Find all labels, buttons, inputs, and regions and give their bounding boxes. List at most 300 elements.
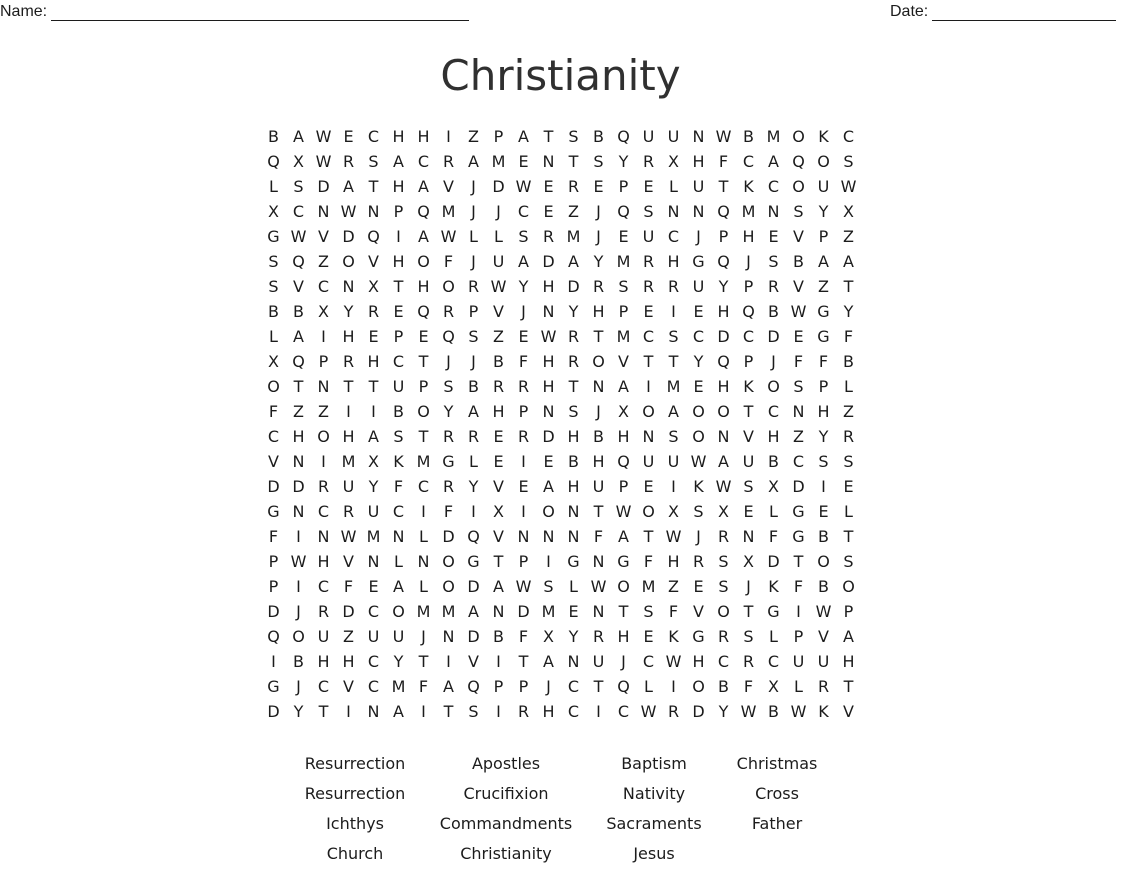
grid-letter[interactable]: V bbox=[343, 552, 354, 571]
grid-letter[interactable]: H bbox=[842, 652, 855, 671]
grid-letter[interactable]: J bbox=[746, 577, 751, 596]
grid-letter[interactable]: Q bbox=[467, 527, 480, 546]
grid-letter[interactable]: T bbox=[843, 527, 854, 546]
grid-letter[interactable]: P bbox=[793, 627, 804, 646]
name-field[interactable] bbox=[0, 3, 469, 21]
grid-letter[interactable]: S bbox=[743, 627, 754, 646]
grid-letter[interactable]: S bbox=[668, 427, 679, 446]
grid-letter[interactable]: E bbox=[518, 152, 529, 171]
grid-letter[interactable]: R bbox=[367, 302, 380, 321]
grid-letter[interactable]: E bbox=[343, 127, 354, 146]
grid-letter[interactable]: X bbox=[293, 152, 304, 171]
grid-letter[interactable]: R bbox=[692, 552, 705, 571]
grid-letter[interactable]: C bbox=[317, 277, 330, 296]
grid-letter[interactable]: A bbox=[343, 177, 354, 196]
grid-letter[interactable]: L bbox=[394, 552, 403, 571]
grid-letter[interactable]: H bbox=[417, 277, 430, 296]
grid-letter[interactable]: N bbox=[442, 627, 455, 646]
grid-letter[interactable]: H bbox=[542, 702, 555, 721]
grid-letter[interactable]: E bbox=[543, 202, 554, 221]
grid-letter[interactable]: V bbox=[818, 627, 829, 646]
grid-letter[interactable]: S bbox=[643, 202, 654, 221]
grid-letter[interactable]: P bbox=[618, 177, 629, 196]
grid-letter[interactable]: H bbox=[592, 302, 605, 321]
grid-letter[interactable]: R bbox=[592, 277, 605, 296]
grid-letter[interactable]: V bbox=[318, 227, 329, 246]
grid-letter[interactable]: A bbox=[618, 527, 629, 546]
grid-letter[interactable]: B bbox=[468, 377, 479, 396]
grid-letter[interactable]: F bbox=[768, 527, 779, 546]
grid-letter[interactable]: F bbox=[268, 527, 279, 546]
grid-letter[interactable]: C bbox=[392, 502, 405, 521]
grid-letter[interactable]: I bbox=[446, 127, 451, 146]
grid-letter[interactable]: J bbox=[621, 652, 626, 671]
grid-letter[interactable]: T bbox=[593, 677, 604, 696]
grid-letter[interactable]: X bbox=[368, 452, 379, 471]
grid-letter[interactable]: R bbox=[717, 527, 730, 546]
grid-letter[interactable]: P bbox=[743, 277, 754, 296]
grid-letter[interactable]: I bbox=[646, 377, 651, 396]
grid-letter[interactable]: S bbox=[743, 477, 754, 496]
grid-letter[interactable]: R bbox=[317, 477, 330, 496]
grid-letter[interactable]: Y bbox=[843, 302, 854, 321]
grid-letter[interactable]: Y bbox=[293, 702, 304, 721]
grid-letter[interactable]: R bbox=[492, 377, 505, 396]
grid-letter[interactable]: Y bbox=[693, 352, 704, 371]
grid-letter[interactable]: M bbox=[491, 152, 506, 171]
grid-letter[interactable]: B bbox=[843, 352, 854, 371]
grid-letter[interactable]: G bbox=[467, 552, 480, 571]
grid-letter[interactable]: B bbox=[493, 627, 504, 646]
grid-letter[interactable]: Q bbox=[617, 202, 630, 221]
grid-letter[interactable]: R bbox=[542, 227, 555, 246]
grid-letter[interactable]: R bbox=[442, 302, 455, 321]
grid-letter[interactable]: T bbox=[393, 277, 404, 296]
grid-letter[interactable]: I bbox=[296, 577, 301, 596]
grid-letter[interactable]: D bbox=[717, 327, 730, 346]
grid-letter[interactable]: R bbox=[767, 277, 780, 296]
grid-letter[interactable]: C bbox=[567, 702, 580, 721]
grid-letter[interactable]: T bbox=[668, 352, 679, 371]
grid-letter[interactable]: I bbox=[471, 502, 476, 521]
grid-letter[interactable]: N bbox=[392, 527, 405, 546]
grid-letter[interactable]: F bbox=[843, 327, 854, 346]
grid-letter[interactable]: S bbox=[368, 152, 379, 171]
grid-letter[interactable]: P bbox=[843, 602, 854, 621]
grid-letter[interactable]: D bbox=[542, 427, 555, 446]
grid-letter[interactable]: D bbox=[267, 602, 280, 621]
grid-letter[interactable]: N bbox=[667, 202, 680, 221]
grid-letter[interactable]: C bbox=[642, 652, 655, 671]
grid-letter[interactable]: O bbox=[692, 402, 705, 421]
grid-letter[interactable]: V bbox=[793, 277, 804, 296]
grid-letter[interactable]: U bbox=[592, 652, 605, 671]
grid-letter[interactable]: E bbox=[543, 177, 554, 196]
grid-letter[interactable]: Y bbox=[518, 277, 529, 296]
grid-letter[interactable]: X bbox=[743, 552, 754, 571]
grid-letter[interactable]: S bbox=[518, 227, 529, 246]
grid-letter[interactable]: R bbox=[667, 702, 680, 721]
grid-letter[interactable]: U bbox=[317, 627, 330, 646]
grid-letter[interactable]: B bbox=[293, 302, 304, 321]
grid-letter[interactable]: H bbox=[317, 552, 330, 571]
grid-letter[interactable]: A bbox=[618, 377, 629, 396]
grid-letter[interactable]: M bbox=[616, 327, 631, 346]
grid-letter[interactable]: C bbox=[617, 702, 630, 721]
grid-letter[interactable]: P bbox=[818, 377, 829, 396]
grid-letter[interactable]: X bbox=[268, 352, 279, 371]
grid-letter[interactable]: W bbox=[615, 502, 632, 521]
grid-letter[interactable]: W bbox=[790, 702, 807, 721]
grid-letter[interactable]: T bbox=[368, 377, 379, 396]
grid-letter[interactable]: O bbox=[392, 602, 405, 621]
grid-letter[interactable]: A bbox=[818, 252, 829, 271]
grid-letter[interactable]: C bbox=[417, 152, 430, 171]
grid-letter[interactable]: I bbox=[596, 702, 601, 721]
grid-letter[interactable]: V bbox=[443, 177, 454, 196]
grid-letter[interactable]: H bbox=[742, 227, 755, 246]
grid-letter[interactable]: P bbox=[268, 577, 279, 596]
grid-letter[interactable]: Y bbox=[568, 302, 579, 321]
grid-letter[interactable]: I bbox=[446, 652, 451, 671]
grid-letter[interactable]: X bbox=[543, 627, 554, 646]
grid-letter[interactable]: Z bbox=[343, 627, 354, 646]
grid-letter[interactable]: B bbox=[493, 352, 504, 371]
grid-letter[interactable]: J bbox=[496, 202, 501, 221]
grid-letter[interactable]: T bbox=[643, 527, 654, 546]
grid-letter[interactable]: P bbox=[418, 377, 429, 396]
grid-letter[interactable]: P bbox=[393, 327, 404, 346]
grid-letter[interactable]: A bbox=[543, 652, 554, 671]
grid-letter[interactable]: R bbox=[342, 502, 355, 521]
grid-letter[interactable]: C bbox=[692, 327, 705, 346]
grid-letter[interactable]: H bbox=[567, 477, 580, 496]
grid-letter[interactable]: O bbox=[442, 277, 455, 296]
grid-letter[interactable]: W bbox=[840, 177, 857, 196]
grid-letter[interactable]: D bbox=[542, 252, 555, 271]
grid-letter[interactable]: F bbox=[418, 677, 429, 696]
grid-letter[interactable]: C bbox=[742, 327, 755, 346]
grid-letter[interactable]: O bbox=[442, 552, 455, 571]
grid-letter[interactable]: C bbox=[317, 677, 330, 696]
grid-letter[interactable]: K bbox=[668, 627, 679, 646]
grid-letter[interactable]: O bbox=[267, 377, 280, 396]
grid-letter[interactable]: C bbox=[767, 177, 780, 196]
grid-letter[interactable]: E bbox=[368, 577, 379, 596]
grid-letter[interactable]: R bbox=[717, 627, 730, 646]
grid-letter[interactable]: M bbox=[441, 202, 456, 221]
grid-letter[interactable]: L bbox=[794, 677, 803, 696]
grid-letter[interactable]: P bbox=[268, 552, 279, 571]
grid-letter[interactable]: H bbox=[592, 452, 605, 471]
grid-letter[interactable]: M bbox=[416, 452, 431, 471]
grid-letter[interactable]: T bbox=[318, 702, 329, 721]
grid-letter[interactable]: B bbox=[793, 252, 804, 271]
grid-letter[interactable]: Z bbox=[493, 327, 504, 346]
grid-letter[interactable]: Q bbox=[417, 302, 430, 321]
grid-letter[interactable]: U bbox=[592, 477, 605, 496]
grid-letter[interactable]: W bbox=[715, 477, 732, 496]
grid-letter[interactable]: R bbox=[642, 152, 655, 171]
grid-letter[interactable]: Z bbox=[668, 577, 679, 596]
grid-letter[interactable]: B bbox=[768, 452, 779, 471]
grid-letter[interactable]: I bbox=[396, 227, 401, 246]
grid-letter[interactable]: W bbox=[815, 602, 832, 621]
grid-letter[interactable]: F bbox=[518, 627, 529, 646]
grid-letter[interactable]: C bbox=[742, 152, 755, 171]
grid-letter[interactable]: G bbox=[767, 602, 780, 621]
grid-letter[interactable]: I bbox=[496, 652, 501, 671]
grid-letter[interactable]: H bbox=[542, 277, 555, 296]
grid-letter[interactable]: M bbox=[441, 602, 456, 621]
grid-letter[interactable]: U bbox=[642, 452, 655, 471]
grid-letter[interactable]: K bbox=[743, 177, 754, 196]
grid-letter[interactable]: Y bbox=[718, 702, 729, 721]
grid-letter[interactable]: I bbox=[346, 702, 351, 721]
grid-letter[interactable]: G bbox=[817, 327, 830, 346]
grid-letter[interactable]: N bbox=[342, 277, 355, 296]
name-blank-line[interactable] bbox=[51, 3, 469, 21]
grid-letter[interactable]: E bbox=[493, 452, 504, 471]
grid-letter[interactable]: W bbox=[540, 327, 557, 346]
grid-letter[interactable]: Q bbox=[417, 202, 430, 221]
grid-letter[interactable]: F bbox=[343, 577, 354, 596]
grid-letter[interactable]: J bbox=[471, 202, 476, 221]
grid-letter[interactable]: H bbox=[717, 377, 730, 396]
grid-letter[interactable]: E bbox=[743, 502, 754, 521]
grid-letter[interactable]: S bbox=[843, 452, 854, 471]
grid-letter[interactable]: Q bbox=[267, 627, 280, 646]
grid-letter[interactable]: F bbox=[718, 152, 729, 171]
grid-letter[interactable]: L bbox=[494, 227, 503, 246]
grid-letter[interactable]: U bbox=[667, 452, 680, 471]
grid-letter[interactable]: L bbox=[844, 377, 853, 396]
grid-letter[interactable]: I bbox=[671, 302, 676, 321]
grid-letter[interactable]: D bbox=[767, 327, 780, 346]
grid-letter[interactable]: C bbox=[717, 652, 730, 671]
grid-letter[interactable]: L bbox=[419, 527, 428, 546]
grid-letter[interactable]: W bbox=[790, 302, 807, 321]
grid-letter[interactable]: C bbox=[367, 677, 380, 696]
grid-letter[interactable]: A bbox=[368, 427, 379, 446]
grid-letter[interactable]: V bbox=[293, 277, 304, 296]
grid-letter[interactable]: U bbox=[367, 502, 380, 521]
grid-letter[interactable]: I bbox=[671, 477, 676, 496]
grid-letter[interactable]: N bbox=[692, 127, 705, 146]
grid-letter[interactable]: Z bbox=[793, 427, 804, 446]
grid-letter[interactable]: I bbox=[346, 402, 351, 421]
grid-letter[interactable]: M bbox=[391, 677, 406, 696]
grid-letter[interactable]: I bbox=[296, 527, 301, 546]
grid-letter[interactable]: A bbox=[518, 127, 529, 146]
grid-letter[interactable]: H bbox=[667, 552, 680, 571]
grid-letter[interactable]: O bbox=[617, 577, 630, 596]
grid-letter[interactable]: K bbox=[818, 127, 829, 146]
grid-letter[interactable]: J bbox=[521, 302, 526, 321]
grid-letter[interactable]: T bbox=[718, 177, 729, 196]
grid-letter[interactable]: D bbox=[467, 627, 480, 646]
grid-letter[interactable]: O bbox=[842, 577, 855, 596]
grid-letter[interactable]: P bbox=[743, 352, 754, 371]
grid-letter[interactable]: Q bbox=[617, 127, 630, 146]
grid-letter[interactable]: T bbox=[743, 602, 754, 621]
grid-letter[interactable]: R bbox=[842, 427, 855, 446]
grid-letter[interactable]: U bbox=[492, 252, 505, 271]
grid-letter[interactable]: P bbox=[618, 477, 629, 496]
grid-letter[interactable]: C bbox=[767, 402, 780, 421]
grid-letter[interactable]: E bbox=[693, 302, 704, 321]
grid-letter[interactable]: O bbox=[542, 502, 555, 521]
grid-letter[interactable]: G bbox=[567, 552, 580, 571]
grid-letter[interactable]: A bbox=[568, 252, 579, 271]
grid-letter[interactable]: N bbox=[542, 402, 555, 421]
grid-letter[interactable]: L bbox=[469, 227, 478, 246]
grid-letter[interactable]: I bbox=[496, 702, 501, 721]
grid-letter[interactable]: A bbox=[843, 252, 854, 271]
grid-letter[interactable]: L bbox=[769, 627, 778, 646]
grid-letter[interactable]: U bbox=[667, 127, 680, 146]
grid-letter[interactable]: A bbox=[543, 477, 554, 496]
grid-letter[interactable]: E bbox=[618, 227, 629, 246]
grid-letter[interactable]: D bbox=[267, 702, 280, 721]
grid-letter[interactable]: E bbox=[593, 177, 604, 196]
grid-letter[interactable]: D bbox=[317, 177, 330, 196]
grid-letter[interactable]: W bbox=[315, 127, 332, 146]
grid-letter[interactable]: N bbox=[367, 202, 380, 221]
grid-letter[interactable]: A bbox=[518, 252, 529, 271]
grid-letter[interactable]: R bbox=[442, 152, 455, 171]
grid-letter[interactable]: E bbox=[418, 327, 429, 346]
grid-letter[interactable]: X bbox=[668, 502, 679, 521]
grid-letter[interactable]: M bbox=[766, 127, 781, 146]
grid-letter[interactable]: E bbox=[393, 302, 404, 321]
grid-letter[interactable]: J bbox=[771, 352, 776, 371]
grid-letter[interactable]: K bbox=[393, 452, 404, 471]
grid-letter[interactable]: O bbox=[342, 252, 355, 271]
grid-letter[interactable]: Y bbox=[818, 427, 829, 446]
grid-letter[interactable]: O bbox=[642, 502, 655, 521]
grid-letter[interactable]: Q bbox=[717, 352, 730, 371]
grid-letter[interactable]: G bbox=[267, 502, 280, 521]
grid-letter[interactable]: H bbox=[392, 252, 405, 271]
grid-letter[interactable]: A bbox=[393, 702, 404, 721]
grid-letter[interactable]: V bbox=[268, 452, 279, 471]
grid-letter[interactable]: Q bbox=[717, 202, 730, 221]
grid-letter[interactable]: R bbox=[342, 152, 355, 171]
grid-letter[interactable]: C bbox=[792, 452, 805, 471]
grid-letter[interactable]: X bbox=[493, 502, 504, 521]
grid-letter[interactable]: Z bbox=[843, 402, 854, 421]
grid-letter[interactable]: C bbox=[842, 127, 855, 146]
grid-letter[interactable]: H bbox=[342, 327, 355, 346]
grid-letter[interactable]: L bbox=[644, 677, 653, 696]
grid-letter[interactable]: I bbox=[421, 502, 426, 521]
grid-letter[interactable]: W bbox=[290, 227, 307, 246]
grid-letter[interactable]: D bbox=[467, 577, 480, 596]
grid-letter[interactable]: P bbox=[318, 352, 329, 371]
grid-letter[interactable]: I bbox=[821, 477, 826, 496]
grid-letter[interactable]: I bbox=[546, 552, 551, 571]
grid-letter[interactable]: Q bbox=[367, 227, 380, 246]
grid-letter[interactable]: O bbox=[417, 252, 430, 271]
grid-letter[interactable]: U bbox=[792, 652, 805, 671]
grid-letter[interactable]: M bbox=[366, 527, 381, 546]
grid-letter[interactable]: H bbox=[317, 652, 330, 671]
grid-letter[interactable]: N bbox=[542, 527, 555, 546]
grid-letter[interactable]: N bbox=[292, 452, 305, 471]
grid-letter[interactable]: B bbox=[568, 452, 579, 471]
grid-letter[interactable]: J bbox=[296, 602, 301, 621]
grid-letter[interactable]: Q bbox=[717, 252, 730, 271]
grid-letter[interactable]: W bbox=[515, 577, 532, 596]
grid-letter[interactable]: Z bbox=[818, 277, 829, 296]
grid-letter[interactable]: H bbox=[392, 127, 405, 146]
grid-letter[interactable]: V bbox=[743, 427, 754, 446]
grid-letter[interactable]: V bbox=[493, 527, 504, 546]
grid-letter[interactable]: J bbox=[696, 527, 701, 546]
grid-letter[interactable]: G bbox=[617, 552, 630, 571]
grid-letter[interactable]: R bbox=[517, 427, 530, 446]
grid-letter[interactable]: H bbox=[492, 402, 505, 421]
grid-letter[interactable]: T bbox=[843, 677, 854, 696]
grid-letter[interactable]: Z bbox=[843, 227, 854, 246]
grid-letter[interactable]: J bbox=[596, 227, 601, 246]
grid-letter[interactable]: Y bbox=[368, 477, 379, 496]
grid-letter[interactable]: U bbox=[342, 477, 355, 496]
grid-letter[interactable]: D bbox=[442, 527, 455, 546]
grid-letter[interactable]: V bbox=[343, 677, 354, 696]
grid-letter[interactable]: R bbox=[642, 277, 655, 296]
grid-letter[interactable]: S bbox=[718, 552, 729, 571]
grid-letter[interactable]: C bbox=[292, 202, 305, 221]
grid-letter[interactable]: A bbox=[443, 677, 454, 696]
grid-letter[interactable]: H bbox=[692, 152, 705, 171]
grid-letter[interactable]: A bbox=[668, 402, 679, 421]
grid-letter[interactable]: N bbox=[567, 502, 580, 521]
grid-letter[interactable]: R bbox=[317, 602, 330, 621]
grid-letter[interactable]: N bbox=[767, 202, 780, 221]
grid-letter[interactable]: V bbox=[493, 302, 504, 321]
grid-letter[interactable]: P bbox=[718, 227, 729, 246]
grid-letter[interactable]: W bbox=[340, 527, 357, 546]
grid-letter[interactable]: W bbox=[715, 127, 732, 146]
grid-letter[interactable]: R bbox=[742, 652, 755, 671]
grid-letter[interactable]: Q bbox=[267, 152, 280, 171]
grid-letter[interactable]: E bbox=[518, 327, 529, 346]
grid-letter[interactable]: O bbox=[792, 177, 805, 196]
grid-letter[interactable]: C bbox=[392, 352, 405, 371]
grid-letter[interactable]: B bbox=[768, 302, 779, 321]
grid-letter[interactable]: E bbox=[768, 227, 779, 246]
grid-letter[interactable]: E bbox=[518, 477, 529, 496]
grid-letter[interactable]: W bbox=[315, 152, 332, 171]
grid-letter[interactable]: S bbox=[543, 577, 554, 596]
grid-letter[interactable]: O bbox=[692, 677, 705, 696]
grid-letter[interactable]: D bbox=[767, 552, 780, 571]
grid-letter[interactable]: B bbox=[393, 402, 404, 421]
grid-letter[interactable]: N bbox=[417, 552, 430, 571]
grid-letter[interactable]: U bbox=[392, 377, 405, 396]
grid-letter[interactable]: E bbox=[643, 627, 654, 646]
grid-letter[interactable]: J bbox=[596, 202, 601, 221]
grid-letter[interactable]: M bbox=[666, 377, 681, 396]
grid-letter[interactable]: I bbox=[271, 652, 276, 671]
grid-letter[interactable]: A bbox=[418, 177, 429, 196]
grid-letter[interactable]: P bbox=[518, 552, 529, 571]
grid-letter[interactable]: N bbox=[542, 152, 555, 171]
grid-letter[interactable]: S bbox=[768, 252, 779, 271]
grid-letter[interactable]: N bbox=[692, 202, 705, 221]
